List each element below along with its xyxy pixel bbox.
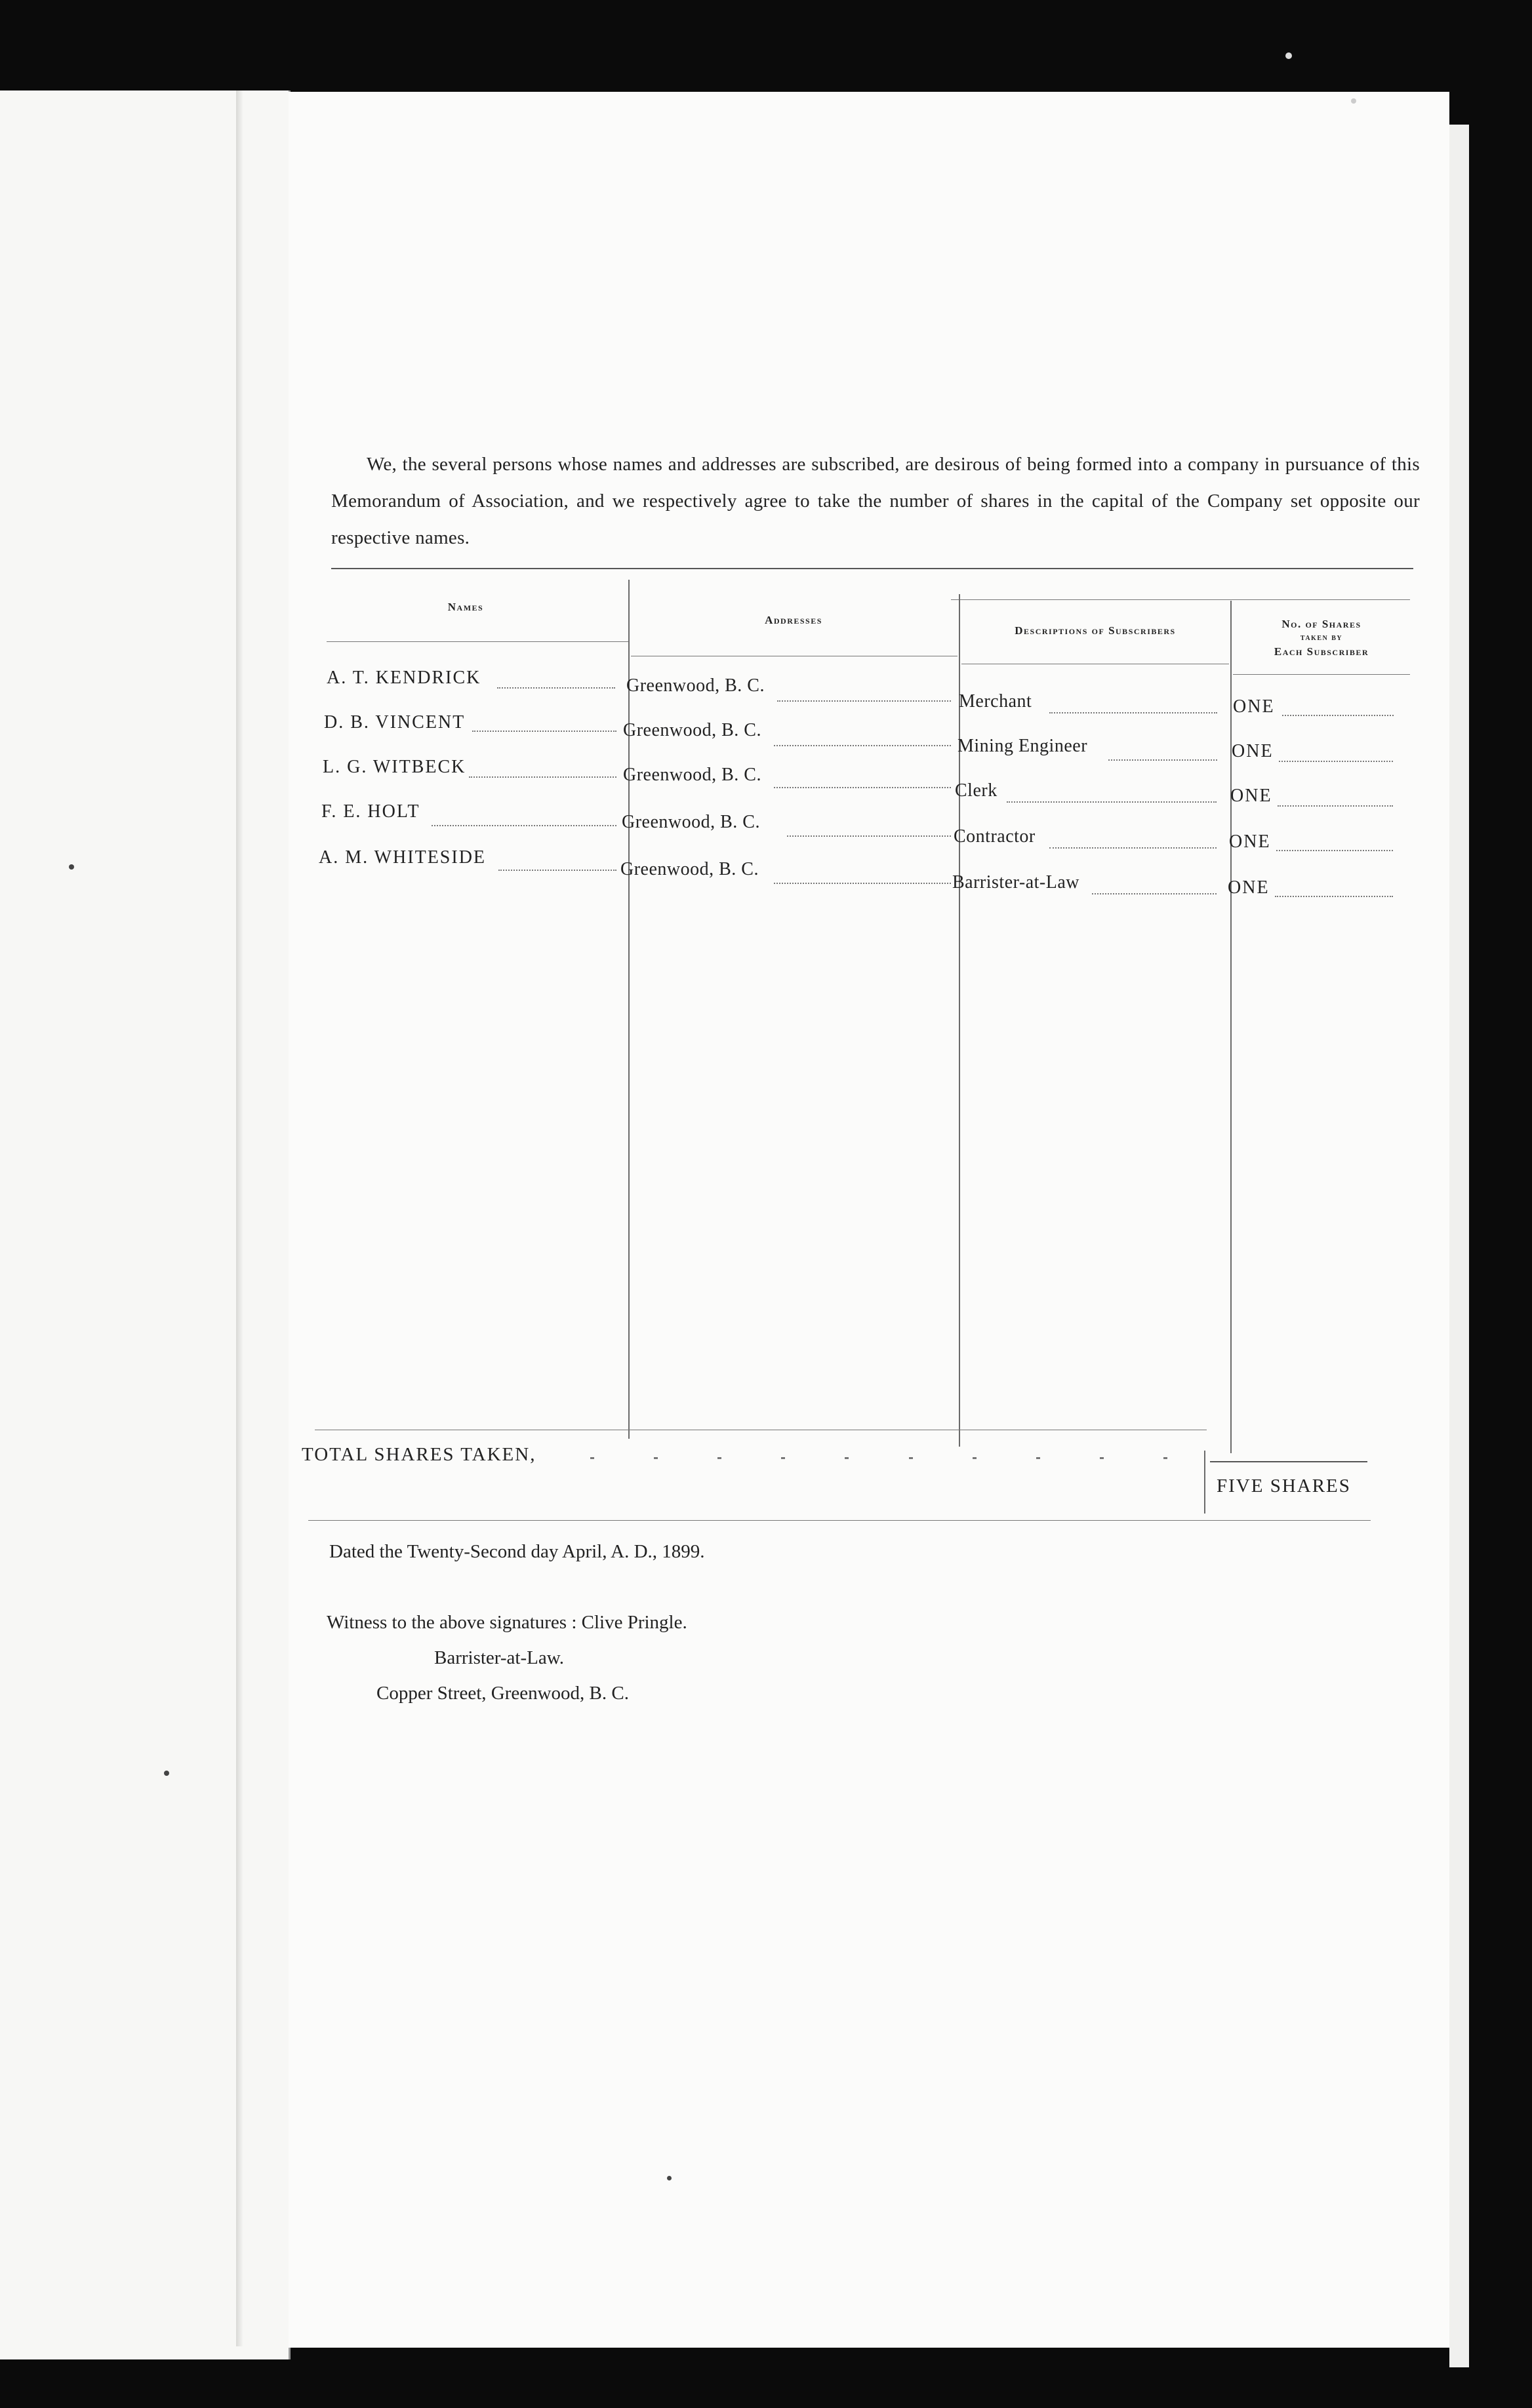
leader-dots [777, 700, 951, 702]
table-row-3-name: L. G. WITBECK [323, 757, 466, 777]
leader-dots [774, 745, 951, 746]
leader-dot [781, 1457, 785, 1459]
scan-speck [1285, 52, 1292, 59]
leader-dot [654, 1457, 658, 1459]
leader-dots [432, 825, 616, 826]
column-header-descriptions: Descriptions of Subscribers [1015, 624, 1176, 637]
leader-dots [1282, 715, 1394, 716]
table-row-2-address: Greenwood, B. C. [623, 720, 761, 740]
leader-dot [590, 1457, 594, 1459]
table-row-2-description: Mining Engineer [958, 736, 1088, 756]
column-divider-addresses [959, 594, 960, 1447]
shares-header-rule [1233, 674, 1410, 675]
page-binding-edge [236, 90, 243, 2346]
column-divider-descriptions [1230, 601, 1232, 1453]
table-row-5-shares: ONE [1228, 877, 1270, 898]
table-row-3-shares: ONE [1230, 786, 1272, 806]
document-page [289, 92, 1449, 2348]
total-value-top-rule [1210, 1461, 1367, 1462]
leader-dots [1278, 805, 1393, 807]
shares-header-line2: taken by [1300, 633, 1343, 643]
table-row-5-name: A. M. WHITESIDE [319, 847, 487, 868]
table-row-3-description: Clerk [955, 780, 998, 801]
leader-dots [472, 731, 616, 732]
table-row-1-shares: ONE [1233, 696, 1275, 717]
table-row-3-address: Greenwood, B. C. [623, 765, 761, 785]
table-row-4-shares: ONE [1229, 832, 1271, 852]
names-header-rule [327, 641, 628, 642]
table-row-2-shares: ONE [1232, 741, 1274, 761]
table-row-1-address: Greenwood, B. C. [626, 675, 765, 696]
total-leader-dots [590, 1449, 1167, 1462]
leader-dots [469, 776, 616, 778]
leader-dots [1007, 801, 1217, 803]
leader-dots [498, 870, 616, 871]
intro-paragraph: We, the several persons whose names and addresses are subscribed, are desirous of being formed into a company in pursuance of this Memorandum of Association, and we respectively agree to take the number of shares in the capital of the Company set opposite our respective names. [331, 454, 1420, 548]
column-header-shares [1233, 616, 1410, 660]
leader-dot [1163, 1457, 1167, 1459]
leader-dot [1100, 1457, 1104, 1459]
shares-header-line3: Each Subscriber [1274, 645, 1369, 658]
table-row-5-address: Greenwood, B. C. [620, 859, 759, 879]
witness-address: Copper Street, Greenwood, B. C. [376, 1683, 629, 1704]
table-row-4-name: F. E. HOLT [321, 801, 420, 822]
leader-dots [1276, 850, 1393, 851]
leader-dot [1036, 1457, 1040, 1459]
scan-speck [1351, 98, 1356, 104]
table-row-5-description: Barrister-at-Law [952, 872, 1080, 893]
column-header-names: Names [447, 601, 484, 613]
leader-dots [774, 787, 951, 788]
leader-dot [909, 1457, 913, 1459]
table-row-2-name: D. B. VINCENT [324, 712, 466, 732]
total-bottom-rule [308, 1520, 1371, 1521]
leader-dots [1108, 759, 1217, 761]
date-line: Dated the Twenty-Second day April, A. D., 1899. [329, 1541, 705, 1562]
leader-dots [1049, 712, 1217, 713]
leader-dots [774, 883, 951, 884]
facing-page [0, 90, 291, 2359]
leader-dots [1279, 761, 1393, 762]
leader-dot [717, 1457, 721, 1459]
table-top-rule [331, 568, 1413, 569]
total-shares-label: TOTAL SHARES TAKEN, [302, 1444, 536, 1465]
total-divider [1204, 1451, 1205, 1514]
table-row-4-address: Greenwood, B. C. [622, 812, 760, 832]
leader-dots [787, 835, 951, 837]
leader-dots [1092, 893, 1217, 894]
total-shares-value: FIVE SHARES [1217, 1475, 1351, 1496]
witness-title: Barrister-at-Law. [434, 1647, 565, 1668]
column-header-addresses: Addresses [765, 614, 822, 626]
leader-dots [497, 687, 615, 689]
table-top-rule-secondary [951, 599, 1410, 600]
leader-dot [845, 1457, 849, 1459]
scan-speck [164, 1771, 169, 1776]
shares-header-line1: No. of Shares [1281, 618, 1361, 630]
table-row-1-description: Merchant [959, 691, 1032, 712]
table-row-4-description: Contractor [954, 826, 1036, 847]
leader-dots [1049, 847, 1217, 849]
leader-dots [1275, 896, 1393, 897]
table-row-1-name: A. T. KENDRICK [327, 668, 481, 688]
witness-line: Witness to the above signatures : Clive Pringle. [327, 1612, 687, 1633]
page-edge-shadow [1449, 125, 1469, 2367]
scan-speck [667, 2176, 672, 2180]
column-divider-names [628, 580, 630, 1439]
leader-dot [973, 1457, 977, 1459]
scan-speck [69, 864, 74, 870]
